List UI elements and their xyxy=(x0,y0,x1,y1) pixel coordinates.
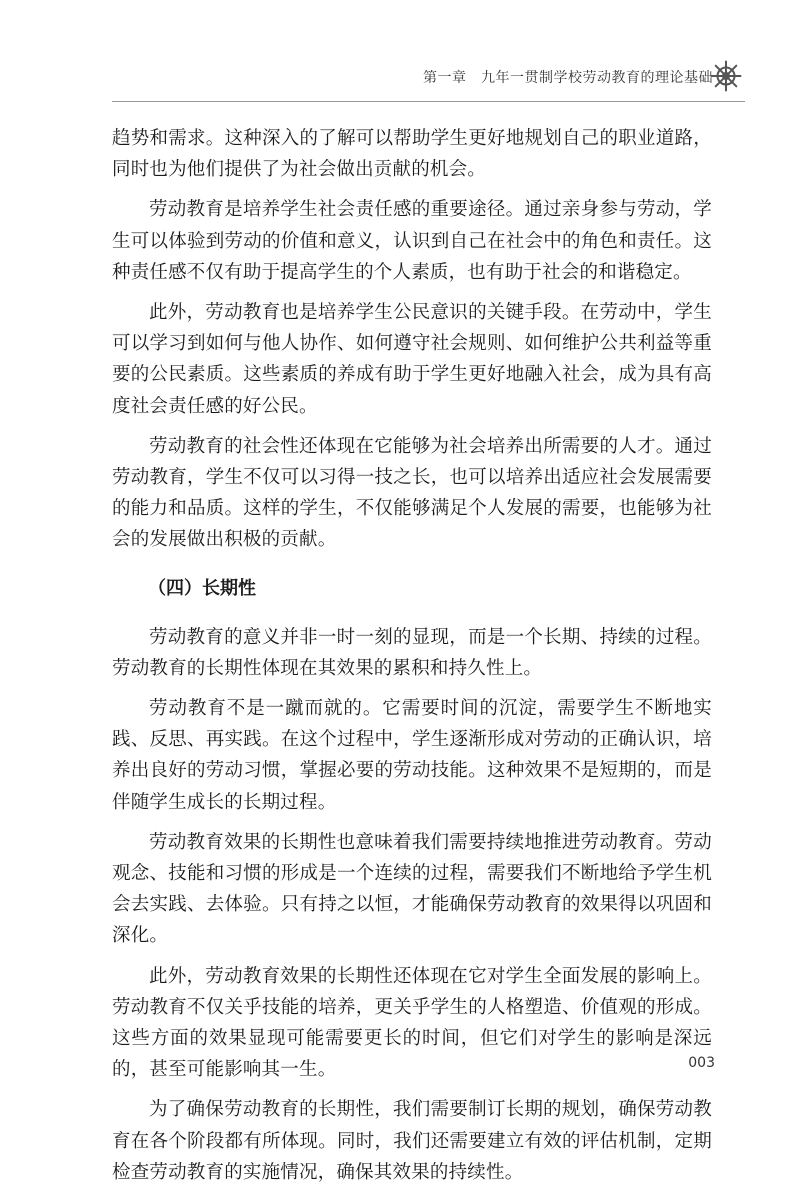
page-number: 003 xyxy=(688,1055,715,1071)
section-heading: （四）长期性 xyxy=(148,577,256,599)
paragraph: 此外，劳动教育效果的长期性还体现在它对学生全面发展的影响上。劳动教育不仅关乎技能的培养，更关乎学生的人格塑造、价值观的形成。这些方面的效果显现可能需要更长的时间，但它们对学生的影响是深远的，甚至可能影响其一生。 xyxy=(112,965,712,1081)
ship-wheel-icon xyxy=(710,60,742,92)
paragraph: 劳动教育效果的长期性也意味着我们需要持续地推进劳动教育。劳动观念、技能和习惯的形成是一个连续的过程，需要我们不断地给予学生机会去实践、去体验。只有持之以恒，才能确保劳动教育的效果得以巩固和深化。 xyxy=(112,831,712,947)
page-body xyxy=(112,123,712,1197)
paragraph: 劳动教育不是一蹴而就的。它需要时间的沉淀，需要学生不断地实践、反思、再实践。在这个过程中，学生逐渐形成对劳动的正确认识，培养出良好的劳动习惯，掌握必要的劳动技能。这种效果不是短期的，而是伴随学生成长的长期过程。 xyxy=(112,698,712,813)
paragraph: 劳动教育是培养学生社会责任感的重要途径。通过亲身参与劳动，学生可以体验到劳动的价值和意义，认识到自己在社会中的角色和责任。这种责任感不仅有助于提高学生的个人素质，也有助于社会的和谐稳定。 xyxy=(112,199,712,283)
paragraph: 劳动教育的意义并非一时一刻的显现，而是一个长期、持续的过程。劳动教育的长期性体现在其效果的累积和持久性上。 xyxy=(112,626,712,679)
paragraph: 趋势和需求。这种深入的了解可以帮助学生更好地规划自己的职业道路，同时也为他们提供了为社会做出贡献的机会。 xyxy=(112,128,712,181)
paragraph: 此外，劳动教育也是培养学生公民意识的关键手段。在劳动中，学生可以学习到如何与他人协作、如何遵守社会规则、如何维护公共利益等重要的公民素质。这些素质的养成有助于学生更好地融入社会，成为具有高度社会责任感的好公民。 xyxy=(112,302,712,417)
paragraph: 劳动教育的社会性还体现在它能够为社会培养出所需要的人才。通过劳动教育，学生不仅可以习得一技之长，也可以培养出适应社会发展需要的能力和品质。这样的学生，不仅能够满足个人发展的需要，也能够为社会的发展做出积极的贡献。 xyxy=(112,435,712,551)
running-header xyxy=(0,58,799,94)
header-divider xyxy=(112,101,745,102)
paragraph: 为了确保劳动教育的长期性，我们需要制订长期的规划，确保劳动教育在各个阶段都有所体现。同时，我们还需要建立有效的评估机制，定期检查劳动教育的实施情况，确保其效果的持续性。 xyxy=(112,1099,712,1183)
chapter-title: 第一章 九年一贯制学校劳动教育的理论基础 xyxy=(423,70,713,86)
